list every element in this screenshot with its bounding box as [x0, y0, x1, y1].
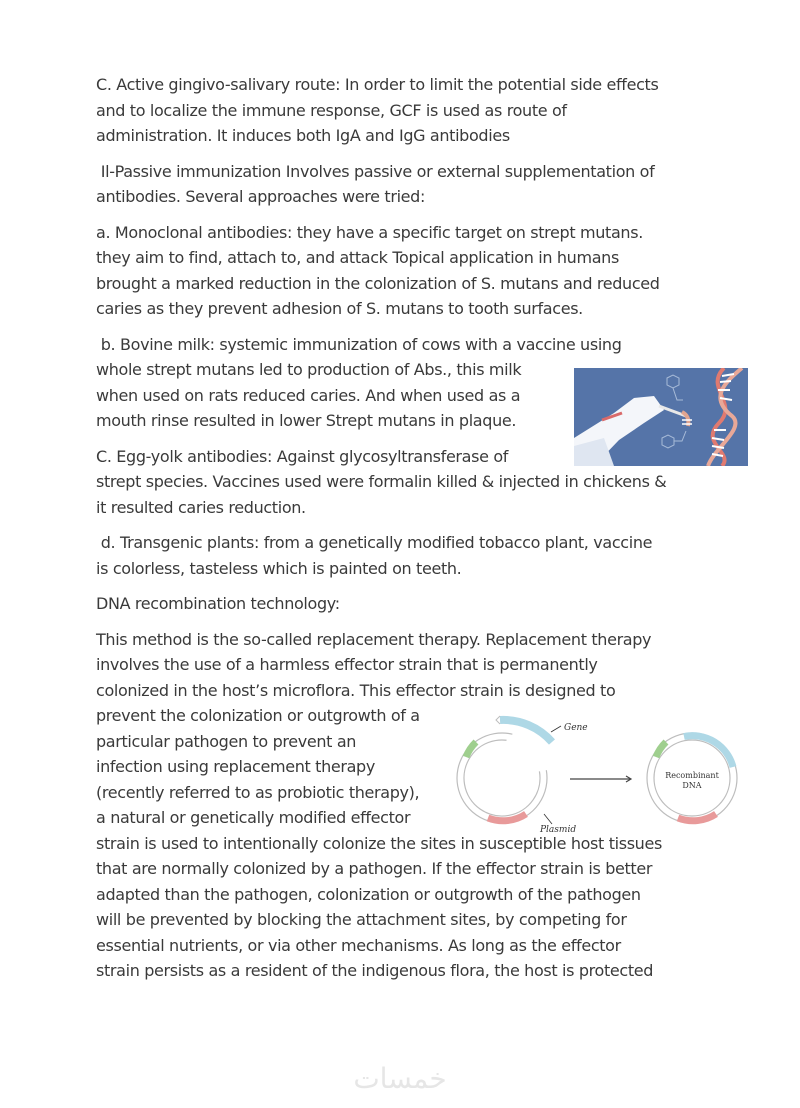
- heading-dna-recombination: DNA recombination technology:: [96, 594, 340, 613]
- paragraph-passive-immunization: Il-Passive immunization Involves passive or external supplementation of antibodies. Several approaches were tried:: [96, 161, 655, 206]
- paragraph-transgenic: d. Transgenic plants: from a genetically modified tobacco plant, vaccine is colorless, tasteless which is painted on teeth.: [96, 533, 653, 578]
- paragraph-active-gingivo-salivary: C. Active gingivo-salivary route: In order to limit the potential side effects and to localize the immune response, GCF is used as route of administration. It induces both IgA and IgG antibodies: [96, 75, 659, 145]
- paragraph-replacement-therapy: This method is the so-called replacement therapy. Replacement therapy involves the use of a harmless effector strain that is permanently colonized in the host’s microflora. This effector strain is designed to prevent the colonization or outgrowth of a particular pathogen to prevent an infection using replacement therapy (recently referred to as probiotic therapy), a natural or genetically modified effector strain is used to intentionally colonize the sites in susceptible host tissues that are normally colonized by a pathogen. If the effector strain is better adapted than the pathogen, colonization or outgrowth of the pathogen will be prevented by blocking the attachment sites, by competing for essential nutrients, or via other mechanisms. As long as the effector strain persists as a resident of the indigenous flora, the host is protected: [96, 629, 662, 980]
- paragraph-monoclonal: a. Monoclonal antibodies: they have a specific target on strept mutans. they aim to find, attach to, and attack Topical application in humans brought a marked reduction in the colonization of S. mutans and reduced caries as they prevent adhesion of S. mutans to tooth surfaces.: [96, 222, 660, 318]
- plasmid-icon: [452, 712, 748, 840]
- recombinant-dna-diagram: [452, 712, 748, 840]
- plasmid-label: Plasmid: [540, 825, 577, 835]
- paragraph-egg-yolk: C. Egg-yolk antibodies: Against glycosyltransferase of strept species. Vaccines used were formalin killed & injected in chickens & it resulted caries reduction.: [96, 446, 667, 517]
- paragraph-bovine-milk: b. Bovine milk: systemic immunization of cows with a vaccine using whole strept mutans led to production of Abs., this milk when used on rats reduced caries. And when used as a mouth rinse resulted in lower Strept mutans in plaque.: [96, 334, 622, 430]
- dna-helix-icon: [574, 368, 748, 466]
- recombinant-label: Recombinant: [665, 771, 719, 780]
- gene-label: Gene: [564, 723, 588, 733]
- document-body: [96, 72, 708, 994]
- dna-editing-illustration: [574, 368, 748, 466]
- dna-label: DNA: [682, 781, 702, 790]
- watermark-logo: خمسات: [353, 1062, 447, 1095]
